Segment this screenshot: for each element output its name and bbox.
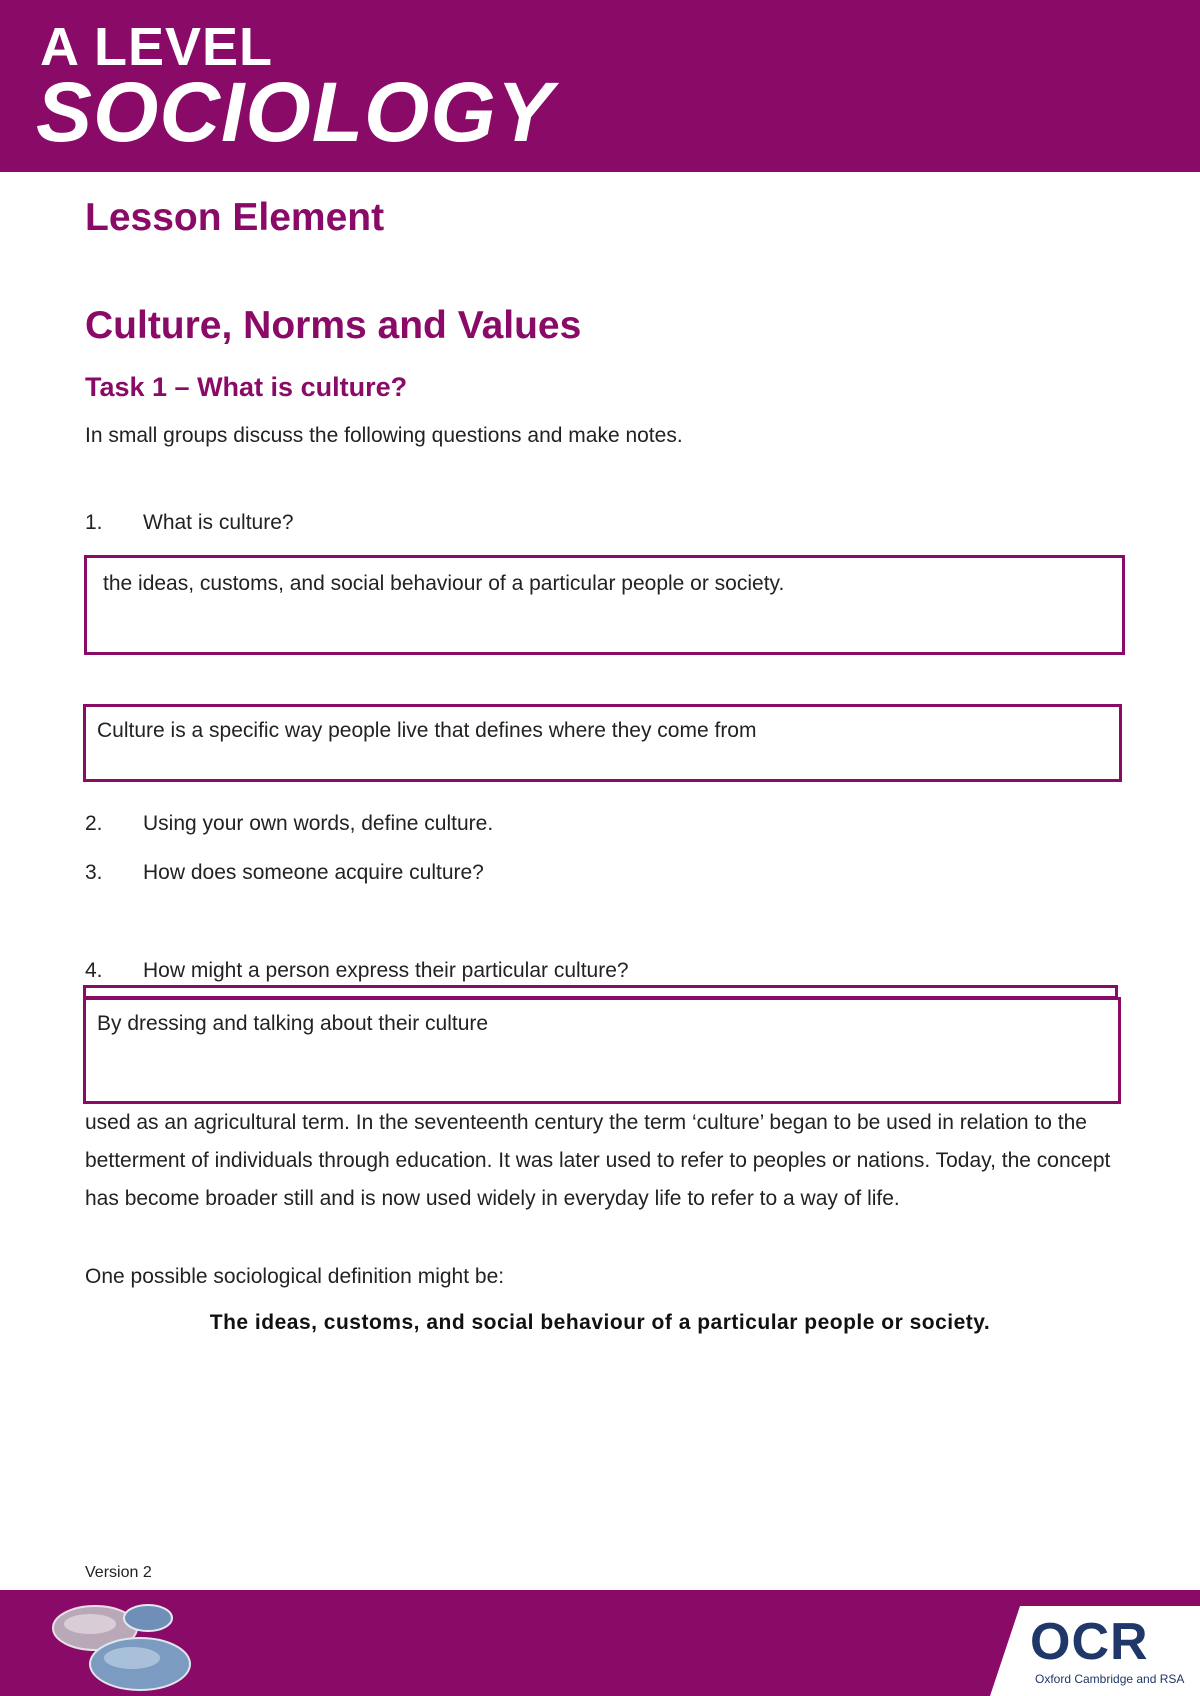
answer-box-3[interactable]: By dressing and talking about their culture	[83, 997, 1121, 1104]
brand-sociology: SOCIOLOGY	[36, 65, 554, 159]
question-text: Using your own words, define culture.	[143, 812, 494, 835]
definition-intro: One possible sociological definition might be:	[85, 1265, 505, 1288]
question-2	[85, 812, 493, 836]
question-4	[85, 959, 629, 983]
lesson-element-heading: Lesson Element	[85, 196, 385, 239]
question-1	[85, 511, 294, 535]
intro-text: In small groups discuss the following questions and make notes.	[85, 424, 683, 447]
question-3	[85, 861, 484, 885]
version-label: Version 2	[85, 1564, 152, 1581]
sociological-definition: The ideas, customs, and social behaviour of a particular people or society.	[209, 1311, 991, 1334]
answer-box-2[interactable]: Culture is a specific way people live that defines where they come from	[83, 704, 1122, 782]
ocr-logo: OCR	[1030, 1613, 1149, 1671]
culture-history-paragraph: used as an agricultural term. In the seventeenth century the term ‘culture’ began to be used in relation to the betterment of individuals through education. It was later used to refer to peoples or nations. Today, the concept has become broader still and is now used widely in everyday life to refer to a way of life.	[85, 1111, 1111, 1210]
question-number: 3.	[85, 861, 103, 884]
page-title: Culture, Norms and Values	[85, 304, 582, 347]
question-text: How does someone acquire culture?	[143, 861, 484, 884]
globe-images-icon	[40, 1598, 200, 1694]
question-number: 2.	[85, 812, 103, 835]
question-number: 4.	[85, 959, 103, 982]
task-heading: Task 1 – What is culture?	[85, 372, 408, 402]
question-text: How might a person express their particular culture?	[143, 959, 629, 982]
question-text: What is culture?	[143, 511, 294, 534]
ocr-tagline: Oxford Cambridge and RSA	[1035, 1672, 1185, 1686]
answer-box-1[interactable]: the ideas, customs, and social behaviour of a particular people or society.	[84, 555, 1125, 655]
brand-a-level: A LEVEL	[40, 17, 274, 77]
header-banner	[0, 0, 1200, 172]
question-number: 1.	[85, 511, 103, 534]
